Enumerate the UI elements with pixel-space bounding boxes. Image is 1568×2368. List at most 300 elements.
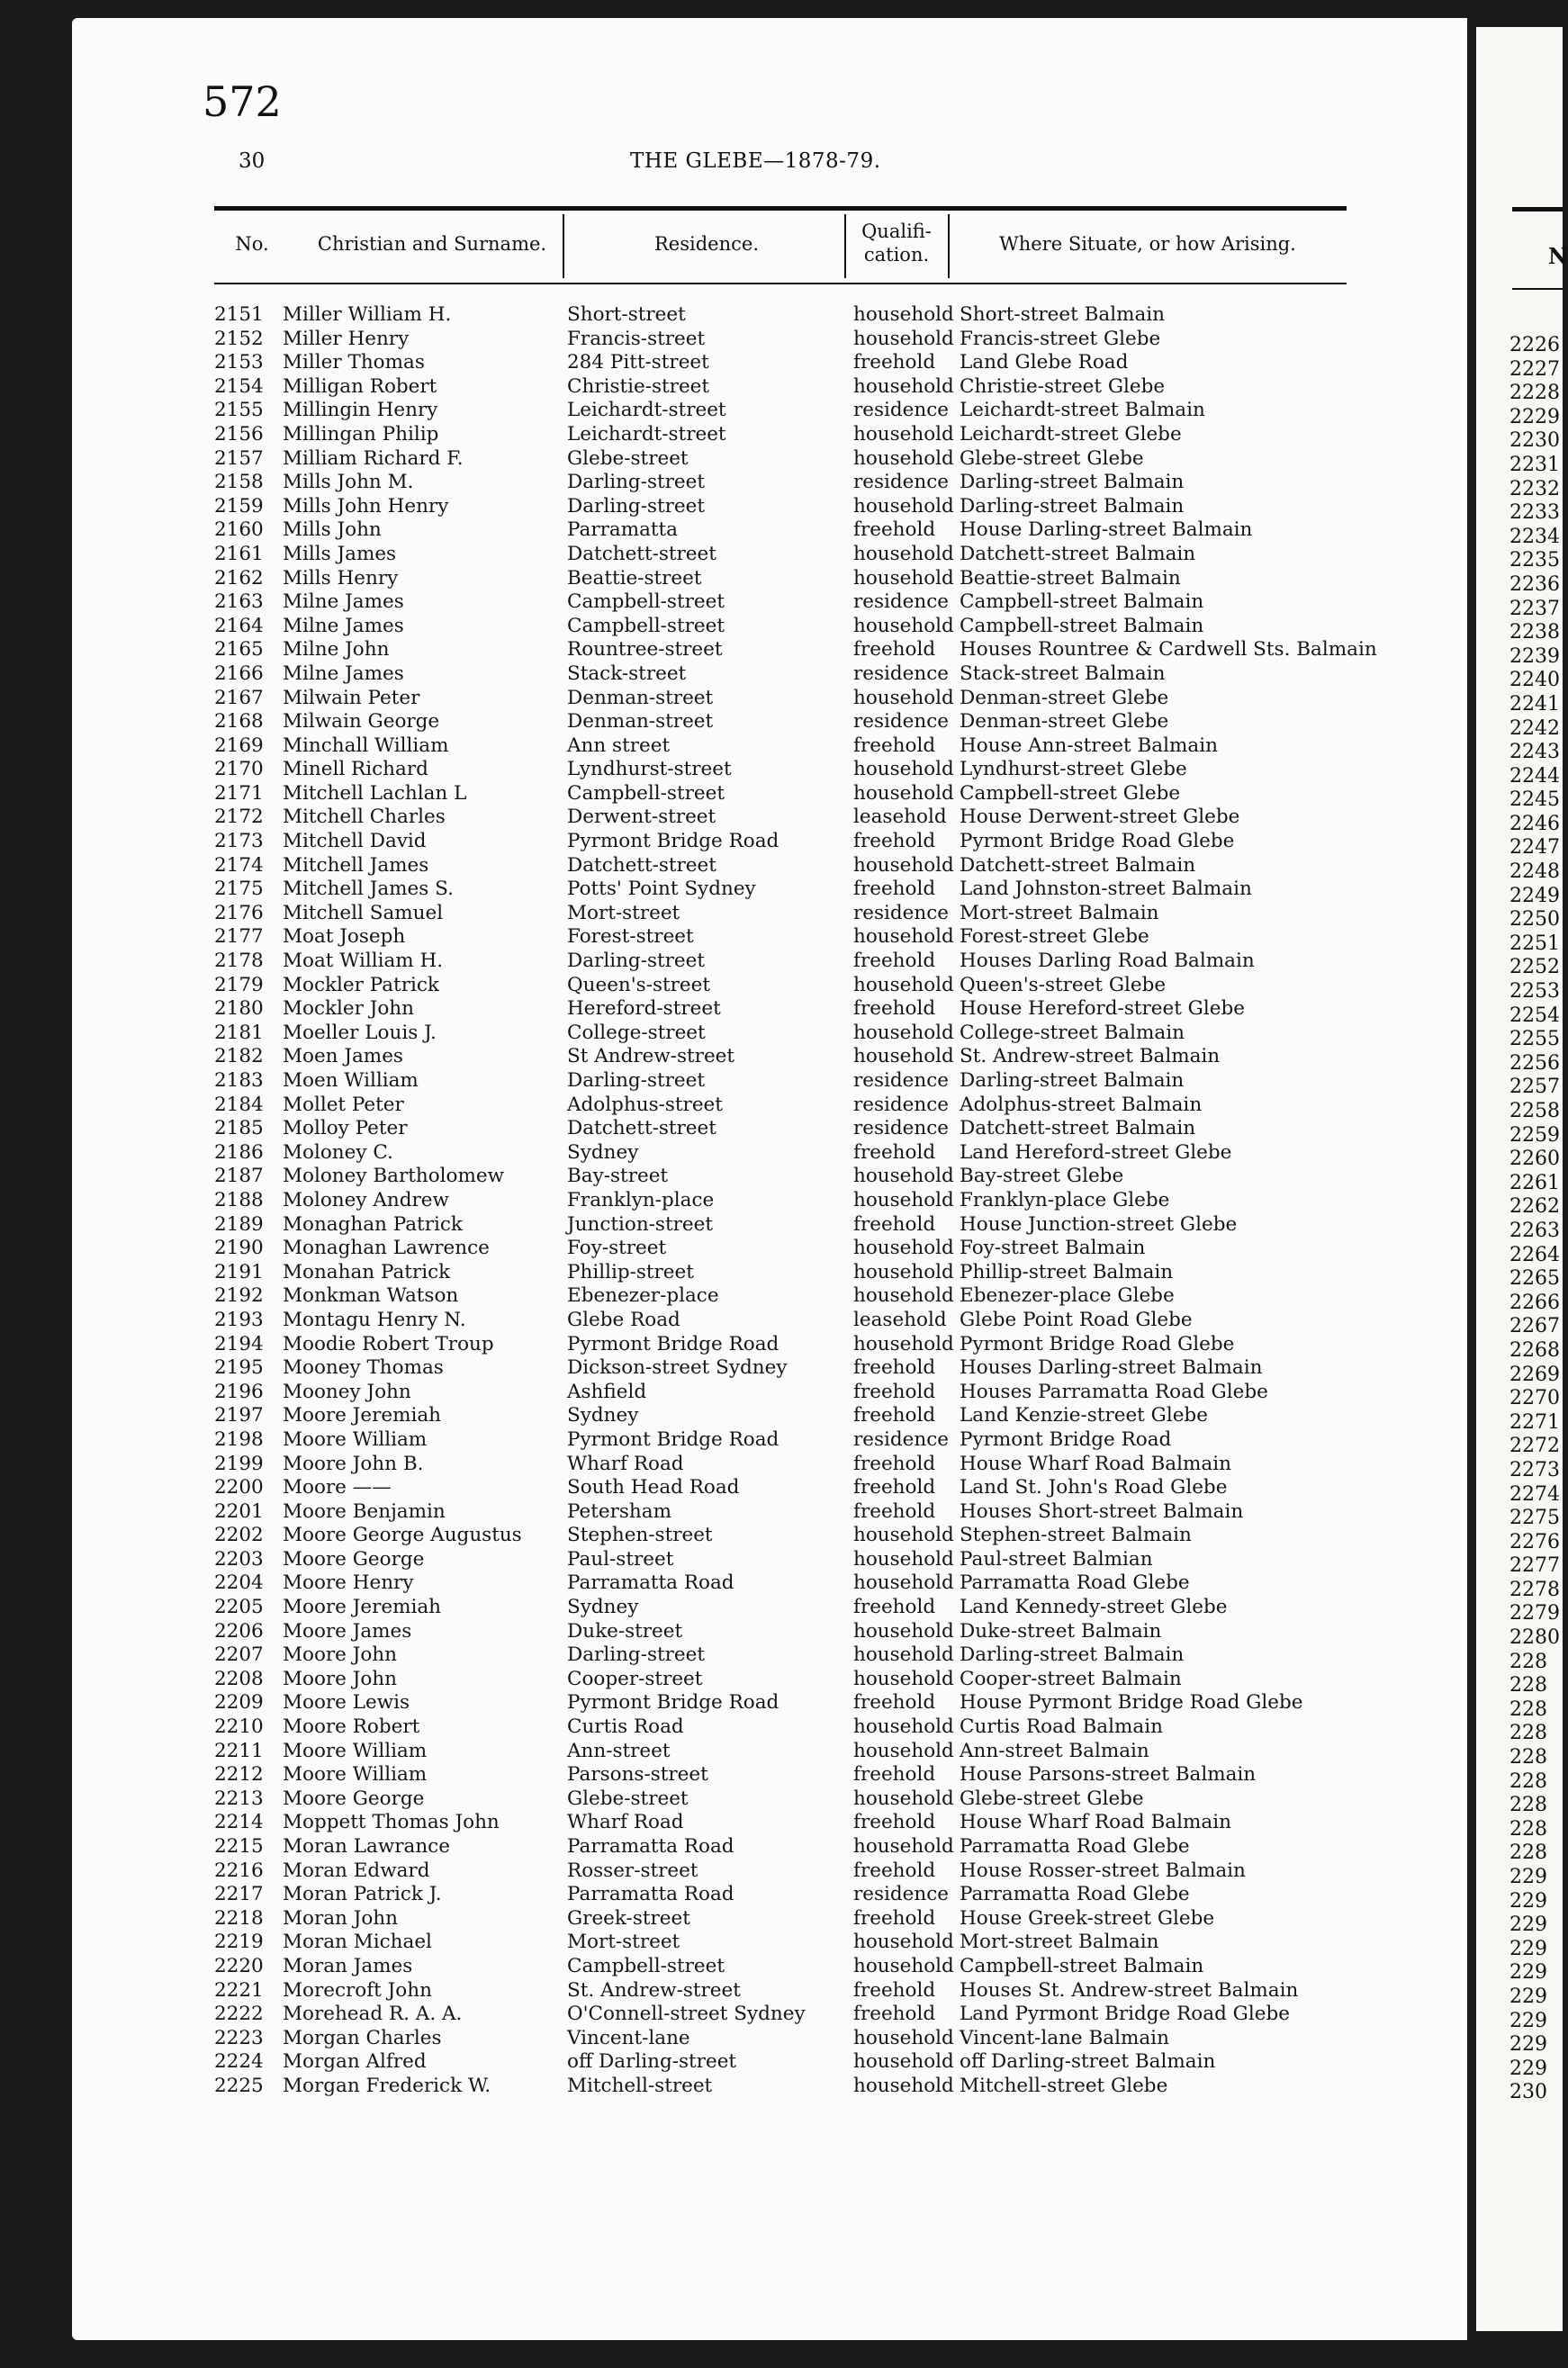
right-page-number: 2229 [1509,405,1560,428]
right-page-number: 2245 [1509,788,1560,812]
right-page-number: 228 [1509,1746,1547,1769]
right-page-number: 2275 [1509,1507,1560,1530]
table-row [214,518,1384,543]
entry-residence: Short-street [567,303,686,326]
entry-where: Pyrmont Bridge Road [960,1427,1172,1451]
entry-name: Moloney C. [283,1140,393,1164]
right-page-number: 228 [1509,1674,1547,1697]
entry-residence: O'Connell-street Sydney [567,2003,806,2026]
table-row [214,662,1384,687]
entry-name: Mills James [283,542,397,565]
entry-number: 2179 [214,973,264,996]
entry-name: Morehead R. A. A. [283,2003,463,2026]
right-page-numbers [1509,334,1560,2105]
entry-where: House Junction-street Glebe [960,1212,1238,1236]
entry-number: 2216 [214,1859,264,1882]
entry-number: 2166 [214,662,264,685]
entry-number: 2151 [214,303,264,326]
right-column-header: N [1548,243,1568,269]
entry-name: Moran Lawrance [283,1835,450,1858]
table-row [214,1691,1384,1715]
entry-name: Mollet Peter [283,1093,404,1116]
entry-residence: Denman-street [567,710,714,734]
entry-name: Milne John [283,638,390,662]
entry-qualification: household [853,781,954,805]
entry-residence: Denman-street [567,686,714,709]
entry-name: Moran John [283,1906,398,1930]
right-page-number: 2266 [1509,1291,1560,1314]
entry-name: Montagu Henry N. [283,1308,466,1331]
entry-where: Ebenezer-place Glebe [960,1284,1175,1308]
entry-number: 2184 [214,1093,264,1116]
entry-number: 2222 [214,2003,264,2026]
entry-number: 2198 [214,1427,264,1451]
entry-residence: Potts' Point Sydney [567,878,756,901]
entry-where: Leichardt-street Balmain [960,399,1205,422]
table-row [214,1500,1384,1525]
entry-residence: Forest-street [567,925,694,949]
entry-qualification: household [853,303,954,326]
table-row [214,1213,1384,1238]
entry-where: Glebe-street Glebe [960,446,1144,470]
entry-name: Moore Robert [283,1715,420,1739]
entry-qualification: freehold [853,1811,936,1834]
entry-residence: Sydney [567,1404,639,1427]
entry-number: 2183 [214,1069,264,1092]
entry-qualification: household [853,1643,954,1667]
entry-residence: Darling-street [567,1069,705,1092]
entry-qualification: household [853,494,954,518]
entry-residence: Ebenezer-place [567,1284,719,1308]
right-page-number: 2252 [1509,956,1560,979]
entry-qualification: freehold [853,997,936,1021]
entry-residence: Ann street [567,734,671,757]
entry-qualification: freehold [853,1404,936,1427]
entry-name: Mitchell Lachlan L [283,781,467,805]
entry-name: Moran James [283,1954,413,1977]
entry-name: Milliam Richard F. [283,446,464,470]
entry-where: Mitchell-street Glebe [960,2074,1168,2097]
right-header-rule-thin [1512,288,1563,290]
entry-where: Campbell-street Balmain [960,614,1204,637]
entry-where: Stephen-street Balmain [960,1524,1192,1547]
entry-name: Moore Jeremiah [283,1596,442,1619]
entry-residence: Stack-street [567,662,687,685]
entry-name: Moore William [283,1763,428,1787]
table-row [214,1740,1384,1764]
entry-residence: Mort-street [567,901,680,924]
right-page-number: 2268 [1509,1338,1560,1362]
entry-qualification: residence [853,399,950,422]
right-page-number: 2227 [1509,357,1560,381]
entry-qualification: household [853,1619,954,1643]
entry-number: 2214 [214,1811,264,1834]
right-page-number: 2226 [1509,334,1560,356]
entry-where: House Hereford-street Glebe [960,997,1245,1021]
entry-number: 2185 [214,1117,264,1140]
entry-number: 2173 [214,830,264,853]
entry-number: 2177 [214,925,264,949]
entry-qualification: freehold [853,1140,936,1164]
entry-residence: off Darling-street [567,2050,737,2074]
table-row [214,1524,1384,1548]
entry-where: Denman-street Glebe [960,686,1169,709]
right-page-number: 228 [1509,1650,1547,1673]
entry-where: House Derwent-street Glebe [960,806,1240,829]
entry-number: 2174 [214,853,264,877]
table-row [214,1453,1384,1477]
entry-qualification: household [853,1954,954,1977]
right-page-number: 2264 [1509,1243,1560,1266]
entry-qualification: residence [853,1093,950,1116]
entry-where: Forest-street Glebe [960,925,1149,949]
table-row [214,2075,1384,2099]
entry-qualification: freehold [853,830,936,853]
entry-name: Mockler Patrick [283,973,439,996]
entry-qualification: freehold [853,1906,936,1930]
right-page-number: 2259 [1509,1123,1560,1147]
right-page-number: 2260 [1509,1148,1560,1171]
entry-where: Datchett-street Balmain [960,853,1196,877]
table-row [214,830,1384,854]
entry-name: Minell Richard [283,758,428,781]
right-page-number: 2243 [1509,741,1560,764]
entry-name: Milligan Robert [283,374,437,398]
entry-number: 2152 [214,327,264,350]
table-row [214,567,1384,591]
entry-number: 2219 [214,1931,264,1954]
table-row [214,328,1384,352]
entry-name: Mockler John [283,997,414,1021]
entry-where: Vincent-lane Balmain [960,2026,1169,2049]
entry-where: House Darling-street Balmain [960,518,1253,542]
entry-number: 2169 [214,734,264,757]
entry-number: 2192 [214,1284,264,1308]
entry-residence: Darling-street [567,1643,705,1667]
entry-where: Franklyn-place Glebe [960,1188,1170,1211]
entry-where: Houses Darling-street Balmain [960,1356,1263,1380]
entry-qualification: household [853,1188,954,1211]
right-page-number: 2279 [1509,1602,1560,1625]
right-header-rule [1512,207,1563,212]
right-page-number: 2257 [1509,1076,1560,1099]
column-divider [563,214,564,278]
entry-residence: Pyrmont Bridge Road [567,1332,779,1355]
entry-qualification: residence [853,662,950,685]
entry-qualification: freehold [853,1978,936,2002]
entry-name: Mitchell Samuel [283,901,444,924]
right-page-number: 2246 [1509,812,1560,835]
entry-number: 2217 [214,1883,264,1906]
entry-residence: Campbell-street [567,590,725,614]
entry-number: 2188 [214,1188,264,1211]
entry-qualification: household [853,1787,954,1810]
table-row [214,1309,1384,1333]
right-page-edge [1476,27,1568,2331]
right-page-number: 2278 [1509,1578,1560,1601]
entry-number: 2160 [214,518,264,542]
entry-qualification: household [853,853,954,877]
entry-name: Moran Edward [283,1859,430,1882]
table-row [214,1643,1384,1668]
table-row [214,710,1384,734]
entry-residence: Wharf Road [567,1811,684,1834]
right-page-number: 2241 [1509,692,1560,716]
entry-where: Adolphus-street Balmain [960,1093,1203,1116]
entry-number: 2180 [214,997,264,1021]
table-row [214,1811,1384,1835]
entry-qualification: freehold [853,734,936,757]
entry-name: Miller William H. [283,303,452,326]
entry-name: Mills Henry [283,566,399,590]
entry-where: Cooper-street Balmain [960,1667,1182,1690]
entry-number: 2213 [214,1787,264,1810]
header-where: Where Situate, or how Arising. [999,233,1296,255]
entry-name: Milne James [283,662,404,685]
table-row [214,1955,1384,1979]
entry-name: Monaghan Patrick [283,1212,463,1236]
entry-qualification: household [853,2026,954,2049]
entry-residence: Pyrmont Bridge Road [567,1427,779,1451]
table-row [214,1835,1384,1859]
right-page-number: 228 [1509,1817,1547,1841]
entry-qualification: freehold [853,1596,936,1619]
entry-where: Parramatta Road Glebe [960,1883,1190,1906]
entry-qualification: household [853,614,954,637]
right-page-number: 2280 [1509,1626,1560,1650]
entry-residence: Wharf Road [567,1452,684,1475]
table-row [214,997,1384,1022]
table-row [214,615,1384,639]
entry-name: Monkman Watson [283,1284,459,1308]
entry-name: Millingin Henry [283,399,438,422]
table-row [214,1787,1384,1812]
right-page-number: 2253 [1509,980,1560,1004]
entry-name: Mooney John [283,1380,411,1403]
right-page-number: 229 [1509,1889,1547,1913]
entry-residence: Lyndhurst-street [567,758,732,781]
entry-qualification: residence [853,1883,950,1906]
entry-name: Mitchell David [283,830,427,853]
table-row [214,1356,1384,1381]
entry-where: Land Kenzie-street Glebe [960,1404,1208,1427]
entry-number: 2187 [214,1165,264,1188]
entry-number: 2197 [214,1404,264,1427]
right-page-number: 228 [1509,1841,1547,1865]
entry-name: Moppett Thomas John [283,1811,500,1834]
entry-qualification: household [853,925,954,949]
page-title: THE GLEBE—1878-79. [630,149,881,173]
entry-number: 2175 [214,878,264,901]
entry-qualification: household [853,422,954,446]
entry-residence: Leichardt-street [567,399,726,422]
entry-where: Houses Short-street Balmain [960,1499,1244,1523]
entry-where: Stack-street Balmain [960,662,1166,685]
right-page-number: 2232 [1509,477,1560,500]
table-row [214,399,1384,423]
entry-residence: Rosser-street [567,1859,698,1882]
table-row [214,1189,1384,1213]
entry-where: College-street Balmain [960,1021,1185,1044]
entry-number: 2215 [214,1835,264,1858]
register-table [214,303,1384,2099]
table-row [214,303,1384,328]
entry-qualification: freehold [853,878,936,901]
right-page-number: 2235 [1509,549,1560,572]
entry-residence: Paul-street [567,1547,674,1571]
entry-qualification: residence [853,1427,950,1451]
entry-number: 2189 [214,1212,264,1236]
right-page-number: 2256 [1509,1051,1560,1075]
entry-name: Molloy Peter [283,1117,408,1140]
table-row [214,806,1384,830]
entry-residence: Ashfield [567,1380,647,1403]
table-row [214,1548,1384,1572]
entry-residence: Ann-street [567,1739,671,1762]
entry-name: Milwain Peter [283,686,420,709]
entry-residence: Pyrmont Bridge Road [567,830,779,853]
entry-name: Moore Jeremiah [283,1404,442,1427]
right-page-number: 2242 [1509,716,1560,740]
right-page-number: 2261 [1509,1171,1560,1194]
entry-number: 2220 [214,1954,264,1977]
right-page-number: 229 [1509,1866,1547,1888]
entry-residence: Darling-street [567,950,705,973]
entry-residence: Datchett-street [567,853,716,877]
entry-name: Moore William [283,1739,428,1762]
table-row [214,1763,1384,1787]
entry-residence: Curtis Road [567,1715,684,1739]
entry-where: Ann-street Balmain [960,1739,1149,1762]
entry-where: Campbell-street Glebe [960,781,1181,805]
entry-residence: Campbell-street [567,781,725,805]
entry-qualification: household [853,374,954,398]
entry-name: Moran Patrick J. [283,1883,442,1906]
entry-qualification: household [853,1715,954,1739]
column-divider [948,214,950,278]
entry-name: Miller Henry [283,327,410,350]
right-page-number: 230 [1509,2081,1547,2104]
right-page-number: 229 [1509,2033,1547,2057]
entry-name: Morecroft John [283,1978,432,2002]
right-page-number: 2254 [1509,1004,1560,1027]
entry-name: Moore George [283,1547,425,1571]
entry-name: Moore John [283,1643,397,1667]
entry-name: Moore James [283,1619,412,1643]
table-row [214,495,1384,519]
entry-number: 2196 [214,1380,264,1403]
entry-name: Monaghan Lawrence [283,1237,490,1260]
entry-residence: Glebe-street [567,446,689,470]
right-page-number: 229 [1509,1985,1547,2008]
right-page-number: 2271 [1509,1410,1560,1434]
entry-residence: Phillip-street [567,1260,694,1283]
entry-name: Millingan Philip [283,422,439,446]
entry-where: House Greek-street Glebe [960,1906,1215,1930]
entry-residence: Beattie-street [567,566,702,590]
entry-qualification: household [853,1332,954,1355]
entry-residence: Greek-street [567,1906,690,1930]
entry-where: Land Kennedy-street Glebe [960,1596,1228,1619]
entry-number: 2165 [214,638,264,662]
entry-residence: Mitchell-street [567,2074,713,2097]
entry-name: Moeller Louis J. [283,1021,437,1044]
entry-number: 2221 [214,1978,264,2002]
right-page-number: 2255 [1509,1028,1560,1051]
entry-residence: Parramatta Road [567,1835,734,1858]
entry-where: Parramatta Road Glebe [960,1835,1190,1858]
entry-where: Phillip-street Balmain [960,1260,1174,1283]
right-page-number: 2263 [1509,1219,1560,1242]
entry-residence: Parramatta Road [567,1883,734,1906]
entry-qualification: freehold [853,1476,936,1499]
entry-residence: Petersham [567,1499,671,1523]
entry-residence: Mort-street [567,1931,680,1954]
entry-qualification: household [853,446,954,470]
entry-residence: Darling-street [567,494,705,518]
entry-qualification: freehold [853,1212,936,1236]
entry-qualification: freehold [853,1380,936,1403]
entry-residence: Stephen-street [567,1524,713,1547]
entry-number: 2158 [214,471,264,494]
entry-residence: Glebe-street [567,1787,689,1810]
entry-number: 2211 [214,1739,264,1762]
entry-residence: Datchett-street [567,1117,716,1140]
entry-where: Foy-street Balmain [960,1237,1146,1260]
entry-where: Land St. John's Road Glebe [960,1476,1228,1499]
entry-where: Francis-street Glebe [960,327,1161,350]
entry-where: Mort-street Balmain [960,1931,1159,1954]
table-row [214,543,1384,567]
entry-number: 2190 [214,1237,264,1260]
entry-number: 2172 [214,806,264,829]
entry-where: Parramatta Road Glebe [960,1571,1190,1595]
entry-number: 2201 [214,1499,264,1523]
entry-where: Darling-street Balmain [960,494,1185,518]
entry-qualification: household [853,1667,954,1690]
table-row [214,1045,1384,1069]
table-row [214,1596,1384,1620]
entry-name: Moore Henry [283,1571,414,1595]
entry-where: Land Glebe Road [960,351,1129,374]
entry-name: Mitchell Charles [283,806,446,829]
entry-qualification: freehold [853,351,936,374]
right-page-number: 228 [1509,1697,1547,1721]
entry-name: Monahan Patrick [283,1260,451,1283]
entry-where: House Wharf Road Balmain [960,1811,1231,1834]
entry-residence: Pyrmont Bridge Road [567,1691,779,1715]
entry-qualification: freehold [853,950,936,973]
right-page-number: 2250 [1509,908,1560,932]
entry-number: 2209 [214,1691,264,1715]
entry-qualification: residence [853,901,950,924]
entry-number: 2202 [214,1524,264,1547]
entry-qualification: household [853,542,954,565]
entry-qualification: household [853,2050,954,2074]
table-row [214,974,1384,998]
entry-qualification: freehold [853,2003,936,2026]
header-qualification: Qualifi- cation. [861,221,932,266]
entry-name: Milne James [283,590,404,614]
entry-qualification: household [853,1021,954,1044]
right-page-number: 2277 [1509,1554,1560,1578]
table-row [214,1715,1384,1740]
table-row [214,1476,1384,1500]
right-page-number: 2239 [1509,644,1560,668]
table-row [214,1428,1384,1453]
entry-number: 2210 [214,1715,264,1739]
entry-name: Morgan Charles [283,2026,442,2049]
